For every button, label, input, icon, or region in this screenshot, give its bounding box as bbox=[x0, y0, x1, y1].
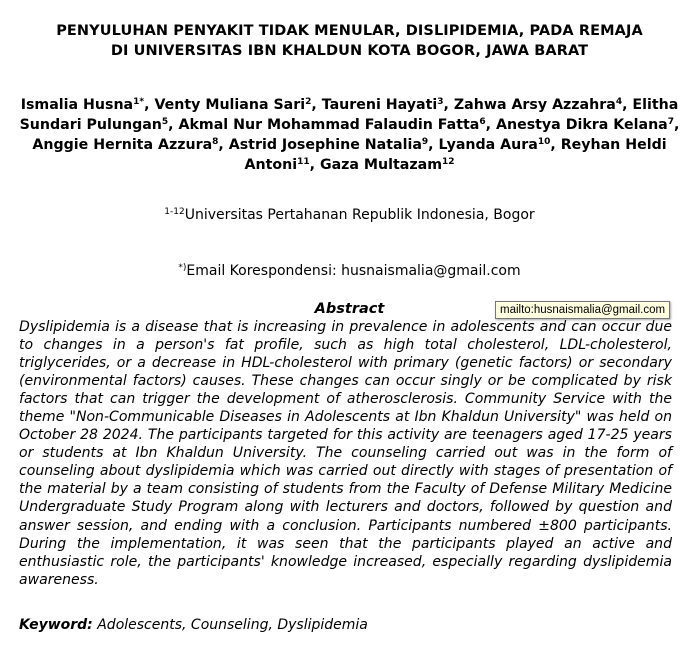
keywords-text: Adolescents, Counseling, Dyslipidemia bbox=[97, 617, 368, 633]
author-list bbox=[14, 95, 685, 175]
author-name: Anestya Dikra Kelana bbox=[496, 117, 668, 133]
email-link[interactable]: husnaismalia@gmail.com bbox=[341, 263, 521, 279]
author-affiliation-number: 6 bbox=[479, 117, 486, 127]
author-name: Gaza Multazam bbox=[319, 157, 442, 173]
abstract-body: Dyslipidemia is a disease that is increasing in prevalence in adolescents and can occur due to changes in a person's fat profile, such as high total cholesterol, LDL-cholesterol, triglycerides, or a decrease in HDL-cholesterol with primary (genetic factors) or secondary (environmental factors) causes. These changes can occur singly or be complicated by risk factors that can trigger the development of atherosclerosis. Community Service with the theme "Non-Communicable Diseases in Adolescents at Ibn Khaldun University" was held on October 28 2024. The participants targeted for this activity are teenagers aged 17-25 years or students at Ibn Khaldun University. The counseling carried out was in the form of counseling about dyslipidemia which was carried out directly with stages of presentation of the material by a team consisting of students from the Faculty of Defense Military Medicine Undergraduate Study Program along with lecturers and doctors, followed by question and answer session, and ending with a conclusion. Participants numbered ±800 participants. During the implementation, it was seen that the participants played an active and enthusiastic role, the participants' knowledge increased, especially regarding dyslipidemia awareness. bbox=[19, 319, 672, 588]
author-name: Anggie Hernita Azzura bbox=[32, 137, 213, 153]
author-separator: , bbox=[168, 117, 179, 133]
abstract-heading: Abstract bbox=[314, 301, 385, 317]
author-name: Taureni Hayati bbox=[321, 97, 438, 113]
author-separator: , bbox=[428, 137, 439, 153]
author-affiliation-number: 11 bbox=[297, 157, 310, 167]
author-affiliation-number: 4 bbox=[615, 97, 623, 107]
paper-title-line-1: PENYULUHAN PENYAKIT TIDAK MENULAR, DISLIPIDEMIA, PADA REMAJA bbox=[56, 23, 643, 39]
author-affiliation-number: 1* bbox=[133, 97, 145, 107]
keywords bbox=[19, 616, 672, 634]
author-name: Lyanda Aura bbox=[438, 137, 538, 153]
author-separator: , bbox=[443, 97, 454, 113]
author-affiliation-number: 2 bbox=[305, 97, 312, 107]
author-affiliation-number: 12 bbox=[441, 157, 455, 167]
affiliation-superscript: 1-12 bbox=[164, 207, 185, 217]
correspondence-superscript: *) bbox=[178, 263, 187, 273]
author-separator: , bbox=[218, 137, 229, 153]
link-tooltip: mailto:husnaismalia@gmail.com bbox=[495, 301, 670, 319]
author-separator: , bbox=[674, 117, 680, 133]
author-affiliation-number: 3 bbox=[437, 97, 444, 107]
affiliation bbox=[0, 206, 699, 224]
paper-title-line-2: DI UNIVERSITAS IBN KHALDUN KOTA BOGOR, JAWA BARAT bbox=[110, 43, 589, 59]
author-affiliation-number: 10 bbox=[537, 137, 551, 147]
author-affiliation-number: 5 bbox=[161, 117, 169, 127]
author-separator: , bbox=[622, 97, 633, 113]
author-name: Zahwa Arsy Azzahra bbox=[453, 97, 616, 113]
author-separator: , bbox=[550, 137, 561, 153]
keywords-label: Keyword: bbox=[19, 617, 93, 633]
paper-title bbox=[0, 21, 699, 61]
correspondence-label: Email Korespondensi: bbox=[186, 263, 342, 279]
author-name: Akmal Nur Mohammad Falaudin Fatta bbox=[178, 117, 480, 133]
author-name: Elitha Sundari Pulungan bbox=[19, 97, 679, 133]
author-name: Astrid Josephine Natalia bbox=[228, 137, 422, 153]
author-affiliation-number: 8 bbox=[212, 137, 219, 147]
author-separator: , bbox=[311, 97, 322, 113]
correspondence-email bbox=[0, 262, 699, 280]
author-separator: , bbox=[485, 117, 496, 133]
author-name: Venty Muliana Sari bbox=[154, 97, 306, 113]
affiliation-text: Universitas Pertahanan Republik Indonesia, Bogor bbox=[184, 207, 535, 223]
author-affiliation-number: 9 bbox=[421, 137, 429, 147]
author-separator: , bbox=[309, 157, 320, 173]
author-name: Ismalia Husna bbox=[20, 97, 134, 113]
author-name: Reyhan Heldi Antoni bbox=[244, 137, 667, 173]
author-affiliation-number: 7 bbox=[667, 117, 675, 127]
author-separator: , bbox=[144, 97, 155, 113]
